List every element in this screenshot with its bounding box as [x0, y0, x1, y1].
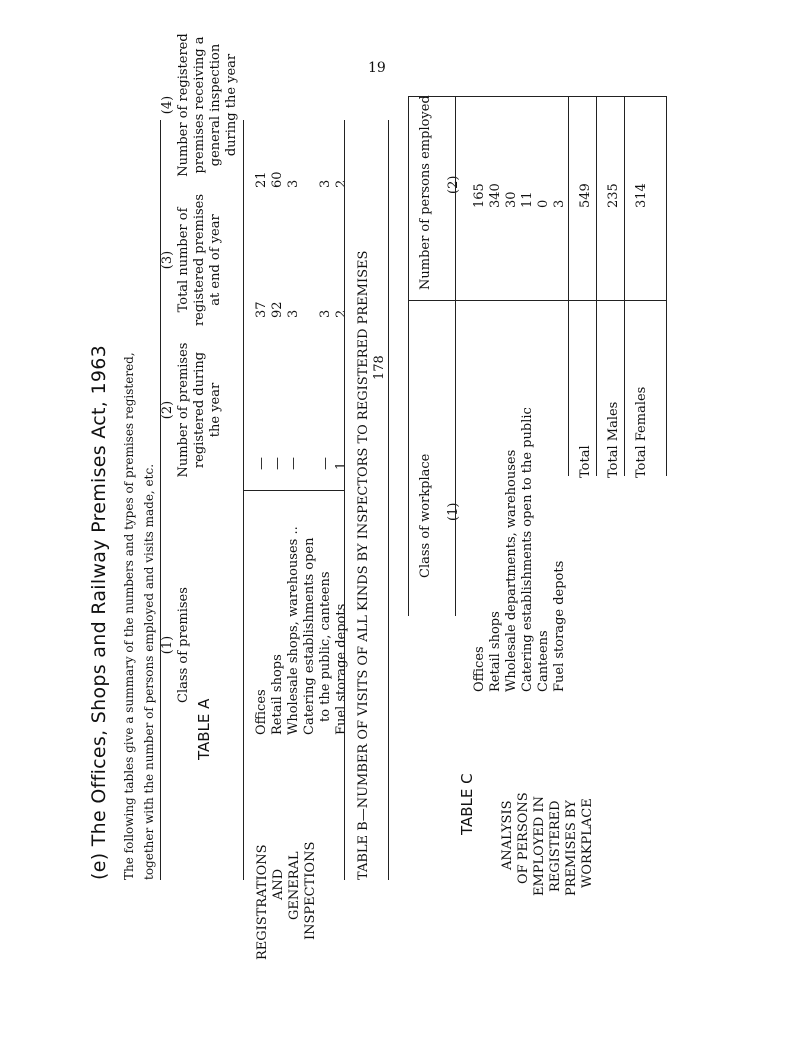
- table-a-total: 3: [286, 309, 301, 318]
- table-c-total-label: Total Females: [634, 386, 649, 478]
- table-c-row-label: Catering establishments open to the public: [520, 407, 535, 692]
- table-a-inspected: 3: [318, 179, 333, 188]
- table-a-header-4: (4) Number of registered premises receiving a general inspection during the year: [160, 33, 239, 177]
- table-a-total: 2: [334, 309, 349, 318]
- table-c-row-value: 11: [520, 191, 535, 208]
- intro-line-2: together with the number of persons employed and visits made, etc.: [142, 463, 156, 880]
- table-a-registered: —: [318, 457, 333, 470]
- table-c-row-label: Fuel storage depots: [552, 560, 567, 692]
- table-a-header-3: (3) Total number of registered premises at end of year: [160, 193, 223, 327]
- table-b-title: TABLE B—NUMBER OF VISITS OF ALL KINDS BY INSPECTORS TO REGISTERED PREMISES: [356, 250, 371, 880]
- table-c-total-value: 314: [634, 183, 649, 208]
- page-number: 19: [368, 60, 386, 76]
- table-c-row-label: Wholesale departments, warehouses: [504, 449, 519, 692]
- table-c-header-rule: [455, 96, 456, 616]
- table-c-total-label: Total: [578, 445, 593, 478]
- table-c-header-persons-num: (2): [446, 175, 461, 194]
- table-a-row-label: Retail shops: [270, 654, 285, 735]
- table-a-inspected: 2: [334, 179, 349, 188]
- table-c-right-rule: [666, 96, 667, 476]
- table-a-column-rule: [243, 490, 344, 491]
- table-c-left-rule: [408, 96, 409, 616]
- table-c-side-title: ANALYSIS OF PERSONS EMPLOYED IN REGISTERED PREMISES BY WORKPLACE: [500, 792, 595, 896]
- table-a-inspected: 3: [286, 179, 301, 188]
- table-c-total-label: Total Males: [606, 401, 621, 478]
- table-c-top-rule: [408, 96, 666, 97]
- table-a-inspected: 21: [254, 171, 269, 188]
- table-c-row-label: Retail shops: [488, 611, 503, 692]
- table-a-side-title: REGISTRATIONS AND GENERAL INSPECTIONS: [255, 841, 318, 960]
- table-a-total: 3: [318, 309, 333, 318]
- table-c-total-value: 549: [578, 183, 593, 208]
- table-a-registered: —: [254, 457, 269, 470]
- table-a-total: 92: [270, 301, 285, 318]
- table-b-value: 178: [372, 355, 387, 380]
- table-a-inspected: 60: [270, 171, 285, 188]
- table-c-totals-rule: [568, 96, 569, 476]
- table-c-row-value: 340: [488, 183, 503, 208]
- table-c-column-rule: [408, 300, 666, 301]
- table-c-totals-rule: [624, 96, 625, 476]
- section-heading: (e) The Offices, Shops and Railway Premises Act, 1963: [88, 344, 110, 880]
- table-c-label: TABLE C: [458, 773, 476, 835]
- table-a-total: 37: [254, 301, 269, 318]
- table-a-registered: —: [270, 457, 285, 470]
- table-c-row-value: 30: [504, 191, 519, 208]
- table-c-header-class: Class of workplace: [418, 453, 433, 578]
- table-a-right-rule: [344, 120, 345, 880]
- table-c-row-label: Canteens: [536, 630, 551, 692]
- table-c-row-value: 0: [536, 199, 551, 208]
- table-a-label: TABLE A: [195, 698, 213, 760]
- table-a-row-label-cont: to the public, canteens: [318, 571, 333, 722]
- table-c-totals-rule: [596, 96, 597, 476]
- table-b-right-rule: [388, 120, 389, 880]
- intro-line-1: The following tables give a summary of the numbers and types of premises registered,: [122, 352, 136, 880]
- table-a-registered: —: [286, 457, 301, 470]
- table-c-header-class-num: (1): [446, 502, 461, 521]
- table-c-row-value: 3: [552, 199, 567, 208]
- table-a-row-label: Fuel storage depots: [334, 603, 349, 735]
- table-a-header-2: (2) Number of premises registered during the year: [160, 342, 223, 478]
- table-c-row-value: 165: [472, 183, 487, 208]
- table-a-registered: 1: [334, 461, 349, 470]
- table-a-header-1: (1) Class of premises: [160, 587, 191, 703]
- table-c-header-persons: Number of persons employed: [418, 95, 433, 290]
- table-a-left-rule: [160, 120, 161, 880]
- table-a-row-label: Catering establishments open: [302, 537, 317, 735]
- table-c-total-value: 235: [606, 183, 621, 208]
- table-a-divider: [243, 120, 244, 880]
- table-a-row-label: Wholesale shops, warehouses ..: [286, 526, 301, 735]
- table-a-row-label: Offices: [254, 689, 269, 735]
- table-c-row-label: Offices: [472, 646, 487, 692]
